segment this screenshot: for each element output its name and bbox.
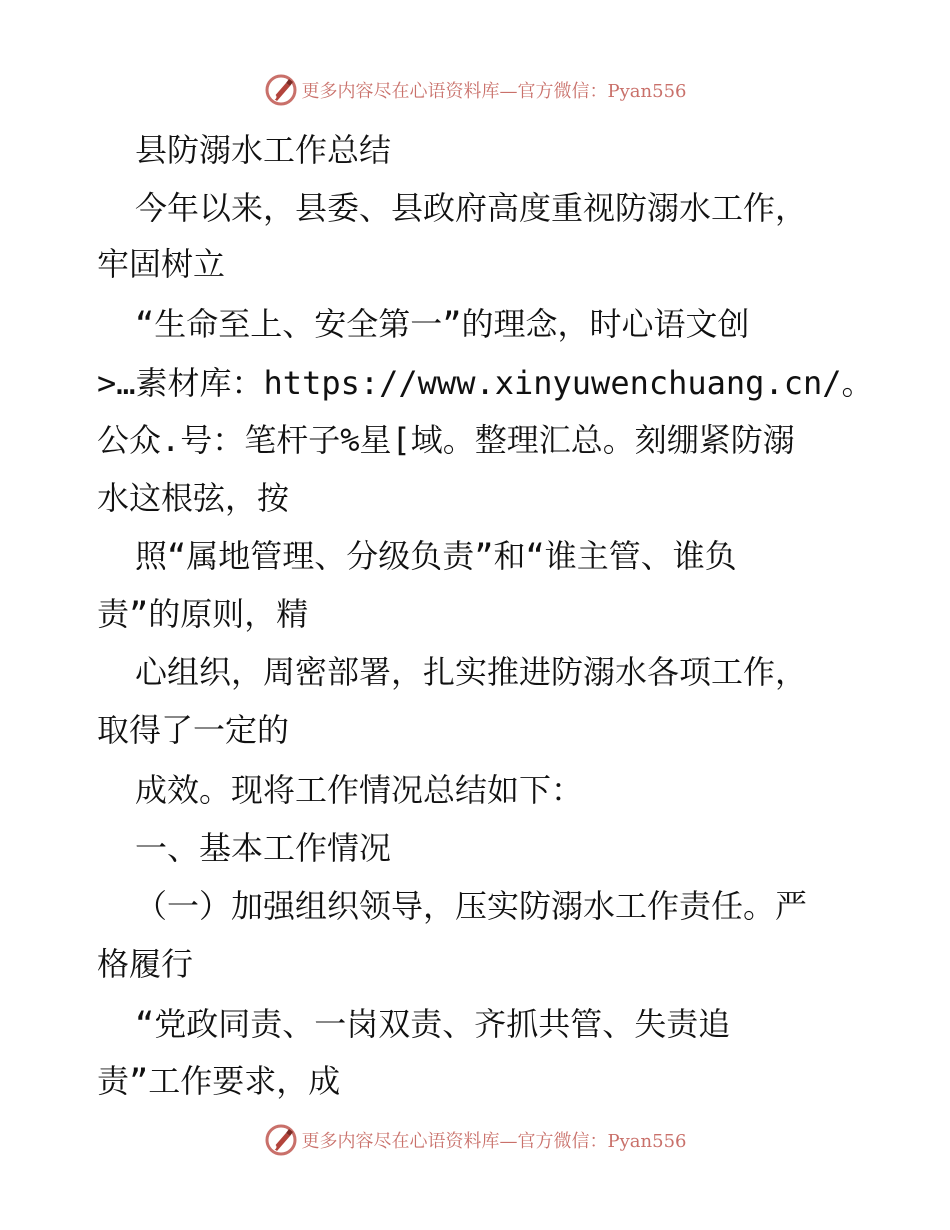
paragraph-line: “生命至上、安全第一”的理念，时心语文创 [135, 305, 750, 343]
paragraph-line: （一）加强组织领导，压实防溺水工作责任。严 [135, 887, 808, 925]
footer-banner [0, 1120, 950, 1160]
paragraph-line: 照“属地管理、分级负责”和“谁主管、谁负 [135, 537, 737, 575]
paragraph-line: 成效。现将工作情况总结如下： [135, 771, 584, 809]
paragraph-line: “党政同责、一岗双责、齐抓共管、失责追 [135, 1005, 731, 1043]
paragraph-line: 今年以来，县委、县政府高度重视防溺水工作， [135, 189, 808, 227]
paragraph-line: 取得了一定的 [97, 711, 290, 749]
pen-logo-icon [264, 73, 298, 107]
pen-logo-icon [264, 1123, 298, 1157]
paragraph-line: 责”的原则，精 [97, 595, 309, 633]
banner-text: 更多内容尽在心语资料库—官方微信：Pyan556 [301, 1131, 687, 1152]
header-banner [0, 70, 950, 110]
paragraph-line: 责”工作要求，成 [97, 1062, 341, 1100]
paragraph-line: 格履行 [97, 945, 194, 983]
paragraph-line: 公众.号：笔杆子%星[域。整理汇总。刻绷紧防溺 [97, 421, 795, 459]
doc-title: 县防溺水工作总结 [135, 131, 392, 169]
paragraph-line: 牢固树立 [97, 245, 226, 283]
paragraph-line: 心组织，周密部署，扎实推进防溺水各项工作， [135, 653, 808, 691]
section-heading: 一、基本工作情况 [135, 829, 392, 867]
paragraph-line: >…素材库：https://www.xinyuwenchuang.cn/。 [97, 364, 874, 402]
paragraph-line: 水这根弦，按 [97, 479, 290, 517]
banner-text: 更多内容尽在心语资料库—官方微信：Pyan556 [301, 81, 687, 102]
